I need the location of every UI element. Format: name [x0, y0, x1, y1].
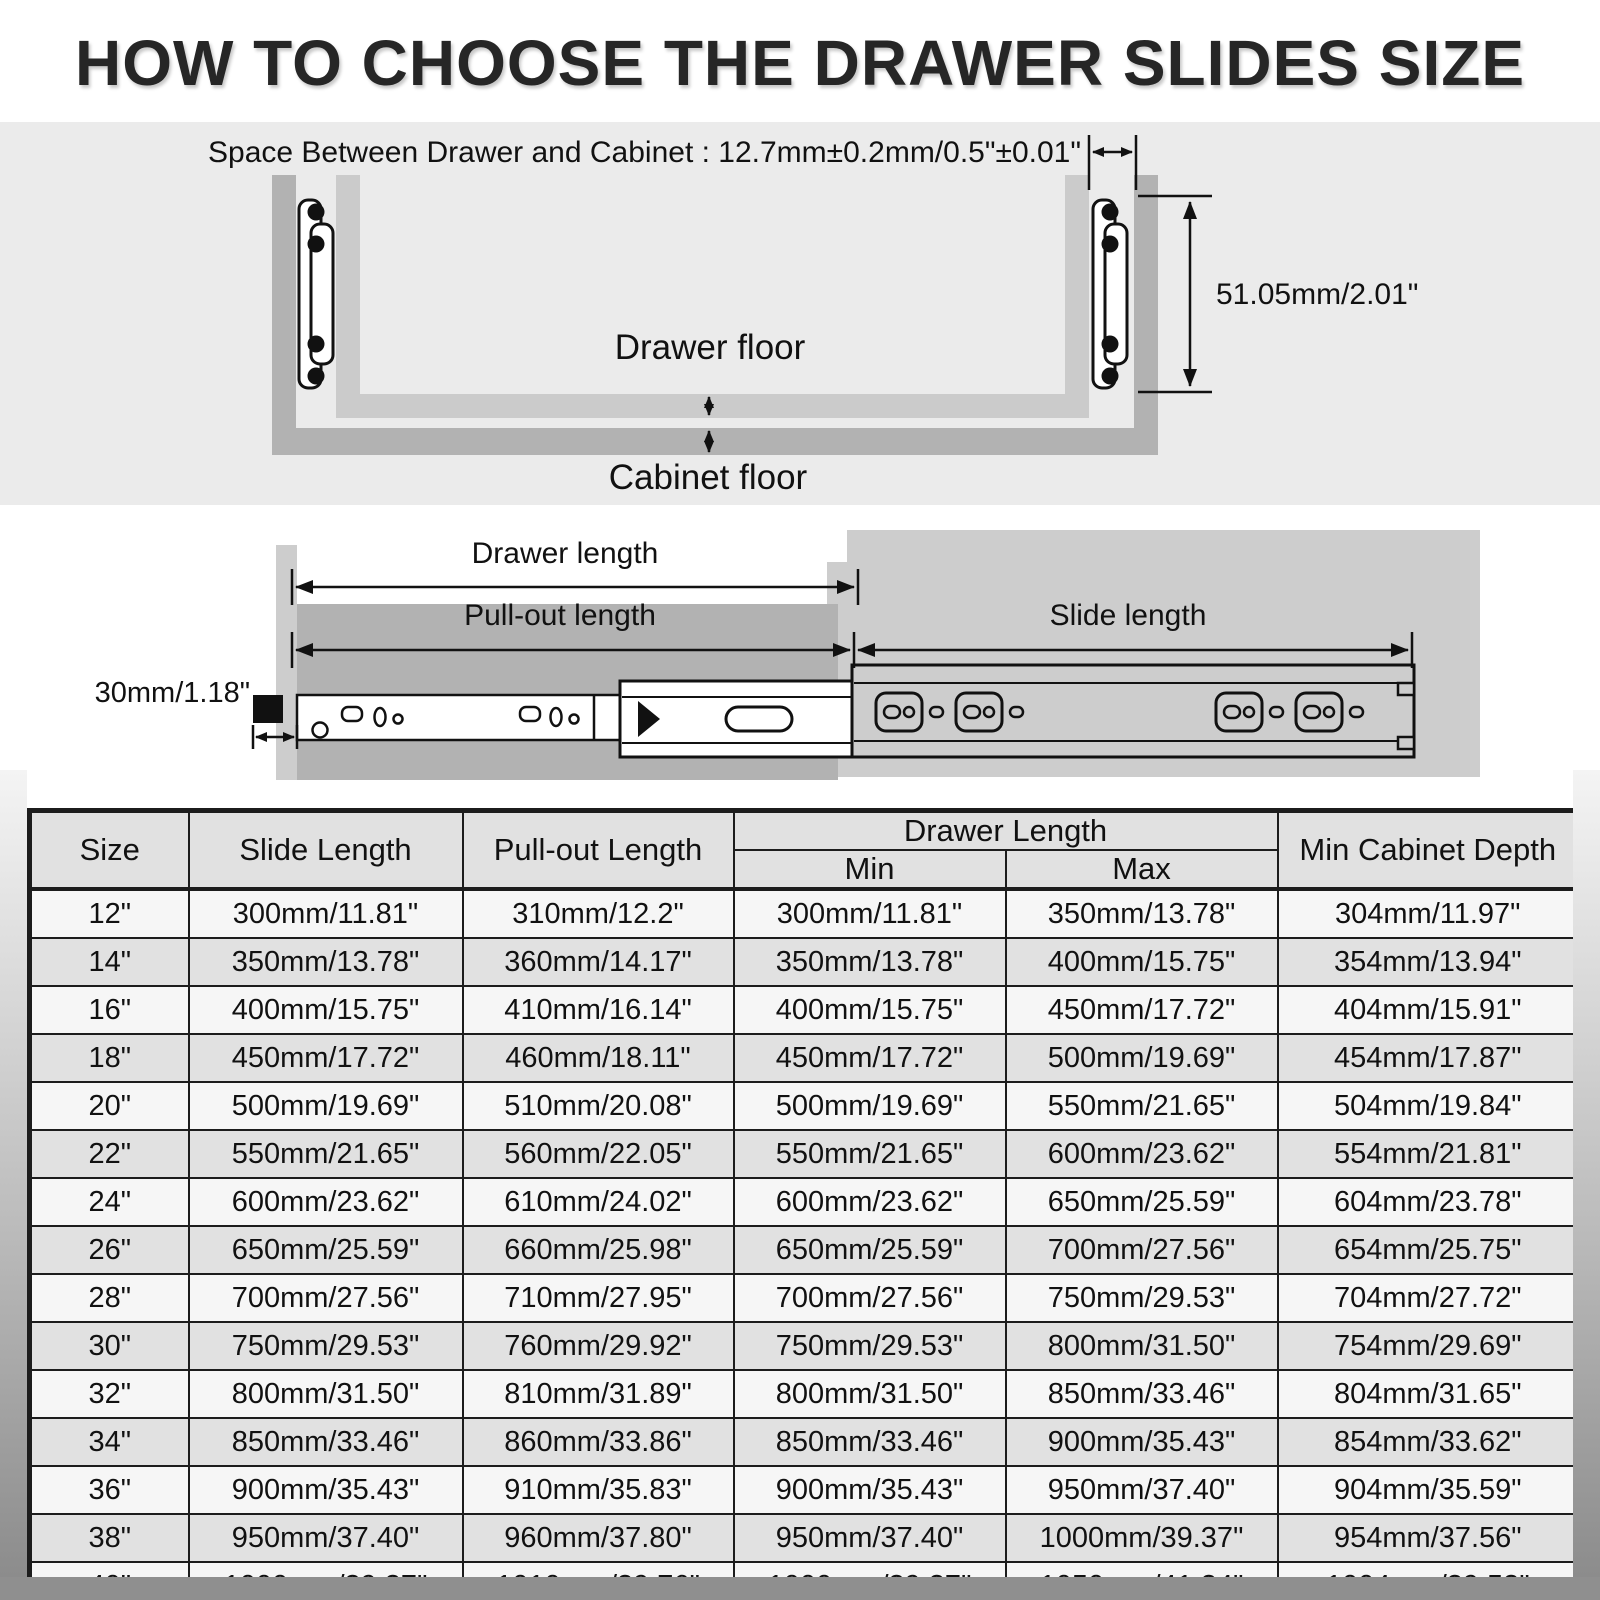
- table-cell: 22": [30, 1130, 189, 1178]
- table-cell: 860mm/33.86": [463, 1418, 734, 1466]
- drawer-front-panel: [276, 545, 297, 780]
- table-cell: 600mm/23.62": [189, 1178, 463, 1226]
- table-cell: 450mm/17.72": [189, 1034, 463, 1082]
- table-row: [30, 1322, 1580, 1370]
- table-cell: 910mm/35.83": [463, 1466, 734, 1514]
- table-cell: 750mm/29.53": [1006, 1274, 1278, 1322]
- drawer-floor-label: Drawer floor: [614, 328, 806, 367]
- mounting-diagram-graphic: [0, 122, 1600, 505]
- table-cell: 710mm/27.95": [463, 1274, 734, 1322]
- table-cell: 350mm/13.78": [734, 938, 1006, 986]
- table-cell: 460mm/18.11": [463, 1034, 734, 1082]
- table-cell: 350mm/13.78": [189, 938, 463, 986]
- table-cell: 1000mm/39.37": [1006, 1514, 1278, 1562]
- table-row: [30, 1514, 1580, 1562]
- table-cell: 810mm/31.89": [463, 1370, 734, 1418]
- table-cell: 850mm/33.46": [189, 1418, 463, 1466]
- table-cell: 454mm/17.87": [1278, 1034, 1580, 1082]
- table-cell: 354mm/13.94": [1278, 938, 1580, 986]
- table-cell: 550mm/21.65": [189, 1130, 463, 1178]
- col-header-pullout-length: Pull-out Length: [463, 811, 734, 890]
- table-cell: 754mm/29.69": [1278, 1322, 1580, 1370]
- col-header-slide-length: Slide Length: [189, 811, 463, 890]
- table-cell: 850mm/33.46": [1006, 1370, 1278, 1418]
- table-cell: 350mm/13.78": [1006, 889, 1278, 938]
- table-row: [30, 1274, 1580, 1322]
- table-cell: 650mm/25.59": [189, 1226, 463, 1274]
- table-cell: 900mm/35.43": [734, 1466, 1006, 1514]
- left-slide-cross-section: [299, 200, 333, 388]
- table-cell: 700mm/27.56": [734, 1274, 1006, 1322]
- table-cell: 310mm/12.2": [463, 889, 734, 938]
- table-cell: 760mm/29.92": [463, 1322, 734, 1370]
- inner-rail: [297, 695, 632, 740]
- outer-rail: [852, 665, 1414, 757]
- table-row: [30, 1082, 1580, 1130]
- rear-end-cap: [253, 695, 283, 723]
- table-cell: 304mm/11.97": [1278, 889, 1580, 938]
- space-dimension-arrow: [1089, 135, 1136, 190]
- table-cell: 410mm/16.14": [463, 986, 734, 1034]
- col-header-drawer-length-min: Min: [734, 850, 1006, 889]
- slide-height-label: 51.05mm/2.01": [1216, 278, 1419, 311]
- table-cell: 654mm/25.75": [1278, 1226, 1580, 1274]
- bottom-edge-bar: [0, 1577, 1600, 1600]
- table-cell: 20": [30, 1082, 189, 1130]
- table-cell: 800mm/31.50": [189, 1370, 463, 1418]
- table-cell: 660mm/25.98": [463, 1226, 734, 1274]
- table-row: [30, 1466, 1580, 1514]
- table-row: [30, 1226, 1580, 1274]
- table-cell: 800mm/31.50": [1006, 1322, 1278, 1370]
- table-cell: 38": [30, 1514, 189, 1562]
- right-edge-gradient: [1573, 770, 1600, 1577]
- table-cell: 900mm/35.43": [1006, 1418, 1278, 1466]
- table-cell: 400mm/15.75": [734, 986, 1006, 1034]
- table-row: [30, 1418, 1580, 1466]
- table-cell: 18": [30, 1034, 189, 1082]
- rear-clearance-label: 30mm/1.18": [94, 677, 250, 709]
- table-cell: 28": [30, 1274, 189, 1322]
- table-cell: 650mm/25.59": [1006, 1178, 1278, 1226]
- table-cell: 700mm/27.56": [1006, 1226, 1278, 1274]
- table-cell: 12": [30, 889, 189, 938]
- table-cell: 450mm/17.72": [1006, 986, 1278, 1034]
- table-cell: 700mm/27.56": [189, 1274, 463, 1322]
- table-cell: 750mm/29.53": [189, 1322, 463, 1370]
- table-cell: 450mm/17.72": [734, 1034, 1006, 1082]
- table-cell: 800mm/31.50": [734, 1370, 1006, 1418]
- mounting-diagram-panel: [0, 122, 1600, 505]
- table-cell: 854mm/33.62": [1278, 1418, 1580, 1466]
- table-cell: 950mm/37.40": [734, 1514, 1006, 1562]
- table-cell: 404mm/15.91": [1278, 986, 1580, 1034]
- table-cell: 960mm/37.80": [463, 1514, 734, 1562]
- pullout-length-label: Pull-out length: [464, 599, 656, 632]
- table-cell: 500mm/19.69": [189, 1082, 463, 1130]
- table-cell: 300mm/11.81": [734, 889, 1006, 938]
- middle-rail: [620, 681, 860, 757]
- table-row: [30, 889, 1580, 938]
- table-cell: 34": [30, 1418, 189, 1466]
- left-edge-gradient: [0, 770, 27, 1577]
- table-cell: 600mm/23.62": [1006, 1130, 1278, 1178]
- table-cell: 550mm/21.65": [734, 1130, 1006, 1178]
- table-row: [30, 938, 1580, 986]
- slide-length-label: Slide length: [1049, 599, 1207, 632]
- table-cell: 500mm/19.69": [734, 1082, 1006, 1130]
- table-cell: 400mm/15.75": [1006, 938, 1278, 986]
- right-slide-cross-section: [1093, 200, 1127, 388]
- table-cell: 14": [30, 938, 189, 986]
- table-cell: 32": [30, 1370, 189, 1418]
- table-cell: 500mm/19.69": [1006, 1034, 1278, 1082]
- table-cell: 36": [30, 1466, 189, 1514]
- table-cell: 510mm/20.08": [463, 1082, 734, 1130]
- table-cell: 300mm/11.81": [189, 889, 463, 938]
- table-row: [30, 1370, 1580, 1418]
- table-cell: 610mm/24.02": [463, 1178, 734, 1226]
- table-cell: 400mm/15.75": [189, 986, 463, 1034]
- col-header-size: Size: [30, 811, 189, 890]
- col-header-min-cabinet-depth: Min Cabinet Depth: [1278, 811, 1580, 890]
- length-diagram-graphic: [0, 505, 1600, 790]
- table-cell: 600mm/23.62": [734, 1178, 1006, 1226]
- table-cell: 950mm/37.40": [189, 1514, 463, 1562]
- table-row: [30, 986, 1580, 1034]
- cabinet-floor-label: Cabinet floor: [608, 458, 808, 497]
- space-between-label: Space Between Drawer and Cabinet : 12.7mm±0.2mm/0.5"±0.01": [208, 136, 1082, 169]
- table-cell: 850mm/33.46": [734, 1418, 1006, 1466]
- table-row: [30, 1178, 1580, 1226]
- table-cell: 704mm/27.72": [1278, 1274, 1580, 1322]
- table-cell: 560mm/22.05": [463, 1130, 734, 1178]
- drawer-length-label: Drawer length: [471, 537, 659, 570]
- table-cell: 750mm/29.53": [734, 1322, 1006, 1370]
- page-title: HOW TO CHOOSE THE DRAWER SLIDES SIZE: [74, 27, 1526, 99]
- table-cell: 26": [30, 1226, 189, 1274]
- table-cell: 16": [30, 986, 189, 1034]
- size-table-body: [30, 889, 1580, 1600]
- length-diagram-panel: [0, 505, 1600, 790]
- size-table: [27, 808, 1582, 1600]
- table-cell: 24": [30, 1178, 189, 1226]
- table-cell: 804mm/31.65": [1278, 1370, 1580, 1418]
- table-cell: 504mm/19.84": [1278, 1082, 1580, 1130]
- col-header-drawer-length-max: Max: [1006, 850, 1278, 889]
- table-cell: 30": [30, 1322, 189, 1370]
- table-cell: 550mm/21.65": [1006, 1082, 1278, 1130]
- table-cell: 900mm/35.43": [189, 1466, 463, 1514]
- table-cell: 554mm/21.81": [1278, 1130, 1580, 1178]
- table-row: [30, 1130, 1580, 1178]
- table-row: [30, 1034, 1580, 1082]
- table-cell: 950mm/37.40": [1006, 1466, 1278, 1514]
- table-cell: 904mm/35.59": [1278, 1466, 1580, 1514]
- table-cell: 360mm/14.17": [463, 938, 734, 986]
- table-cell: 650mm/25.59": [734, 1226, 1006, 1274]
- spec-table-section: [27, 808, 1577, 1600]
- table-cell: 954mm/37.56": [1278, 1514, 1580, 1562]
- drawer-cross-section: [336, 175, 1089, 418]
- col-header-drawer-length: Drawer Length: [734, 811, 1278, 851]
- table-cell: 604mm/23.78": [1278, 1178, 1580, 1226]
